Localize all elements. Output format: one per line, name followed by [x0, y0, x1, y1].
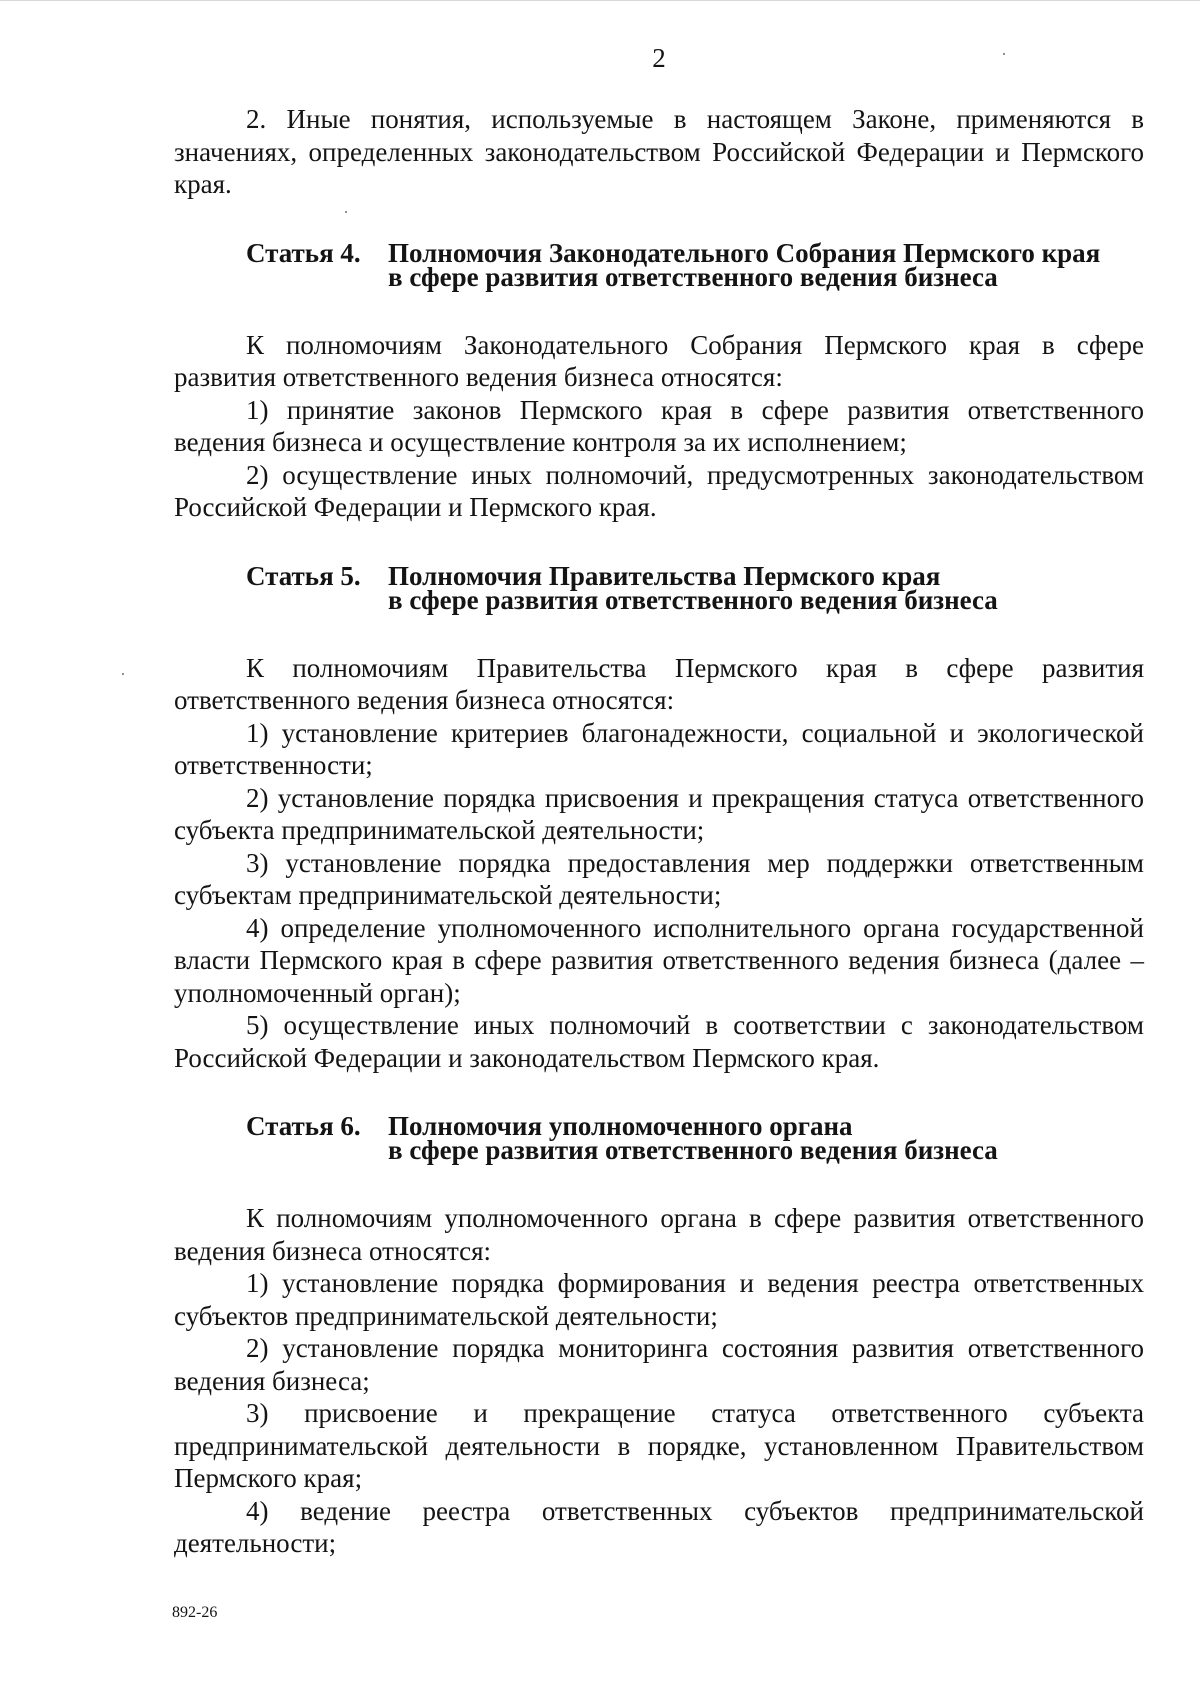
article-label: Статья 5.	[246, 560, 361, 591]
article-title	[388, 560, 1144, 615]
document-code: 892-26	[172, 1604, 218, 1621]
intro-paragraph: 2. Иные понятия, используемые в настоящем Законе, применяются в значениях, определенных законодательством Российской Федерации и Пермского края.	[174, 104, 1144, 199]
article-label: Статья 4.	[246, 237, 361, 268]
article-title-line: Полномочия Правительства Пермского края	[388, 560, 941, 591]
article-title-line: в сфере развития ответственного ведения бизнеса	[388, 1135, 998, 1165]
scan-speck	[345, 211, 347, 213]
article-4-item: 2) осуществление иных полномочий, предусмотренных законодательством Российской Федерации и Пермского края.	[174, 459, 1144, 522]
article-5-item: 4) определение уполномоченного исполнительного органа государственной власти Пермского края в сфере развития ответственного ведения бизнеса (далее – уполномоченный орган);	[174, 912, 1144, 1008]
article-6-item: 4) ведение реестра ответственных субъектов предпринимательской деятельности;	[174, 1495, 1144, 1558]
page-number: 2	[652, 43, 666, 73]
article-4-paragraph: К полномочиям Законодательного Собрания Пермского края в сфере развития ответственного ведения бизнеса относятся:	[174, 329, 1144, 392]
article-title-line: в сфере развития ответственного ведения бизнеса	[388, 261, 998, 292]
article-title	[388, 1111, 1144, 1165]
document-body	[174, 103, 1144, 1560]
scan-speck	[122, 673, 124, 675]
article-5-paragraph: К полномочиям Правительства Пермского края в сфере развития ответственного ведения бизнеса относятся:	[174, 652, 1144, 715]
article-5-item: 2) установление порядка присвоения и прекращения статуса ответственного субъекта предпринимательской деятельности;	[174, 782, 1144, 845]
article-title-line: Полномочия уполномоченного органа	[388, 1111, 853, 1141]
article-6-item: 2) установление порядка мониторинга состояния развития ответственного ведения бизнеса;	[174, 1333, 1144, 1396]
article-title	[388, 237, 1144, 292]
article-5-heading	[246, 560, 1144, 615]
article-title-line: Полномочия Законодательного Собрания Пермского края	[388, 237, 1101, 268]
article-6-item: 1) установление порядка формирования и ведения реестра ответственных субъектов предпринимательской деятельности;	[174, 1268, 1144, 1331]
article-6-heading	[246, 1111, 1144, 1165]
article-5-item: 5) осуществление иных полномочий в соответствии с законодательством Российской Федерации и законодательством Пермского края.	[174, 1010, 1144, 1073]
article-5-item: 1) установление критериев благонадежности, социальной и экологической ответственности;	[174, 717, 1144, 780]
scan-speck	[1003, 53, 1005, 55]
article-4-heading	[246, 237, 1144, 292]
article-label: Статья 6.	[246, 1111, 361, 1141]
article-title-line: в сфере развития ответственного ведения бизнеса	[388, 584, 998, 615]
article-4-item: 1) принятие законов Пермского края в сфере развития ответственного ведения бизнеса и осуществление контроля за их исполнением;	[174, 394, 1144, 457]
article-6-paragraph: К полномочиям уполномоченного органа в сфере развития ответственного ведения бизнеса относятся:	[174, 1203, 1144, 1266]
article-5-item: 3) установление порядка предоставления мер поддержки ответственным субъектам предпринимательской деятельности;	[174, 847, 1144, 910]
article-6-item: 3) присвоение и прекращение статуса ответственного субъекта предпринимательской деятельности в порядке, установленном Правительством Пермского края;	[174, 1398, 1144, 1493]
